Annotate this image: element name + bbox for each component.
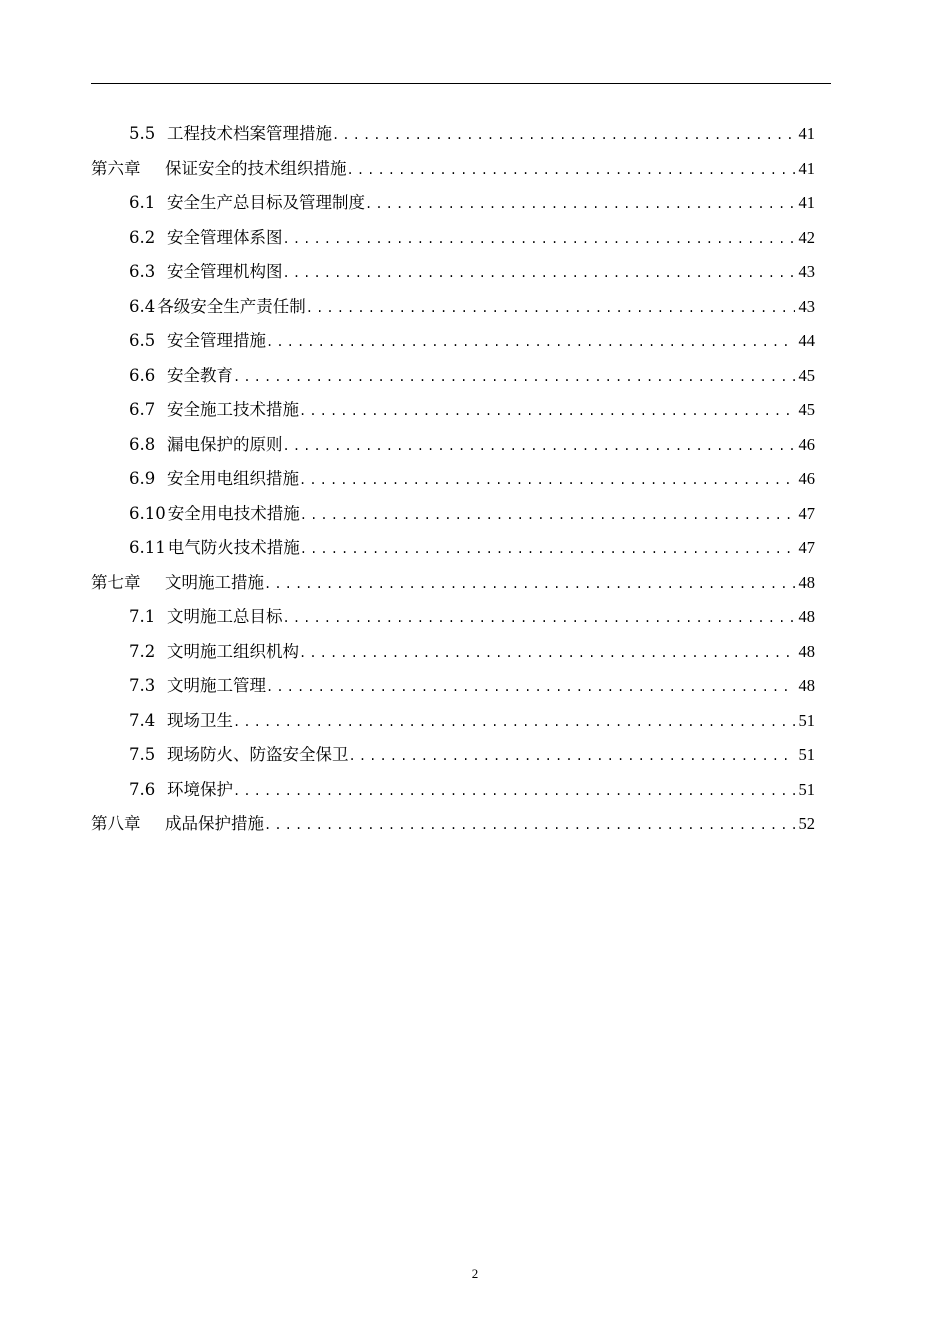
toc-entry[interactable] [91,186,815,221]
toc-entry[interactable] [91,600,815,635]
toc-dot-leader [299,636,795,671]
toc-entry-title: 安全生产总目标及管理制度 [167,193,365,212]
toc-entry[interactable] [91,255,815,290]
toc-entry-number: 6.1 [129,193,156,212]
toc-entry-number: 7.5 [129,745,156,764]
toc-entry-title: 各级安全生产责任制 [157,296,306,316]
toc-entry[interactable] [91,324,815,359]
toc-entry-title: 保证安全的技术组织措施 [165,158,347,178]
toc-entry-page: 44 [798,331,815,350]
toc-entry[interactable] [91,497,815,532]
toc-entry-page: 45 [798,365,815,385]
toc-entry-number: 5.5 [129,124,156,143]
toc-entry-title: 文明施工组织机构 [167,641,299,661]
toc-dot-leader [300,498,795,533]
toc-dot-leader [233,360,795,395]
toc-entry-page: 52 [798,814,815,833]
toc-entry-title: 漏电保护的原则 [167,434,283,454]
toc-entry-page: 46 [798,469,815,488]
toc-entry-page: 51 [798,745,815,764]
toc-entry-number: 7.6 [129,779,156,799]
toc-dot-leader [266,325,795,360]
toc-entry-title: 文明施工措施 [165,572,264,592]
toc-entry-title: 现场防火、防盗安全保卫 [167,745,349,764]
toc-entry-title: 安全教育 [167,365,233,385]
toc-entry-page: 48 [798,607,815,626]
toc-dot-leader [283,222,795,257]
toc-entry-page: 41 [798,124,815,143]
toc-entry-page: 41 [798,158,815,178]
page-number: 2 [471,1266,479,1281]
toc-dot-leader [306,291,795,326]
toc-entry-title: 电气防火技术措施 [167,538,300,557]
toc-entry-page: 47 [798,538,815,557]
toc-entry-title: 安全用电技术措施 [167,503,300,523]
toc-dot-leader [233,774,795,809]
toc-dot-leader [264,567,795,602]
toc-entry-number: 第六章 [91,158,141,178]
toc-entry-number: 第八章 [91,814,141,833]
toc-entry[interactable] [91,738,815,773]
toc-dot-leader [283,601,795,636]
toc-entry-number: 6.4 [129,296,156,316]
toc-entry-number: 7.4 [129,710,156,730]
toc-entry[interactable] [91,290,815,325]
toc-entry[interactable] [91,359,815,394]
toc-entry-title: 安全用电组织措施 [167,469,299,488]
toc-dot-leader [349,739,795,774]
toc-entry-number: 6.9 [129,469,156,488]
toc-entry-number: 7.2 [129,641,156,661]
toc-entry-page: 45 [798,400,815,419]
toc-entry-title: 安全管理措施 [167,331,266,350]
toc-entry-title: 环境保护 [167,779,233,799]
toc-entry-page: 51 [798,710,815,730]
toc-entry-title: 安全管理体系图 [167,227,283,247]
toc-entry-page: 42 [798,227,815,247]
toc-entry-page: 46 [798,434,815,454]
toc-entry[interactable] [91,393,815,428]
toc-entry-page: 41 [798,193,815,212]
toc-entry[interactable] [91,221,815,256]
toc-entry[interactable] [91,152,815,187]
toc-entry-title: 成品保护措施 [165,814,264,833]
toc-entry[interactable] [91,773,815,808]
toc-entry-page: 43 [798,296,815,316]
toc-entry[interactable] [91,669,815,704]
toc-entry-title: 安全施工技术措施 [167,400,299,419]
toc-entry-number: 6.8 [129,434,156,454]
toc-entry-number: 6.6 [129,365,156,385]
toc-dot-leader [332,118,795,153]
toc-entry-page: 48 [798,641,815,661]
toc-entry-page: 48 [798,572,815,592]
toc-entry-title: 工程技术档案管理措施 [167,124,332,143]
toc-entry[interactable] [91,566,815,601]
toc-entry[interactable] [91,807,815,842]
toc-dot-leader [299,394,795,429]
toc-entry-page: 43 [798,262,815,281]
toc-entry-number: 6.10 [129,503,166,523]
toc-dot-leader [233,705,795,740]
toc-entry-number: 6.7 [129,400,156,419]
toc-dot-leader [264,808,795,843]
toc-dot-leader [299,463,795,498]
toc-entry-number: 第七章 [91,572,141,592]
toc-entry-number: 6.11 [129,538,166,557]
toc-entry[interactable] [91,462,815,497]
toc-dot-leader [365,187,795,222]
toc-entry-number: 6.5 [129,331,156,350]
toc-dot-leader [283,429,795,464]
toc-entry-number: 7.3 [129,676,156,695]
toc-entry[interactable] [91,117,815,152]
toc-dot-leader [266,670,795,705]
toc-dot-leader [347,153,795,188]
toc-entry-page: 48 [798,676,815,695]
toc-entry-title: 文明施工管理 [167,676,266,695]
toc-entry-title: 现场卫生 [167,710,233,730]
toc-entry-number: 7.1 [129,607,156,626]
toc-entry-title: 文明施工总目标 [167,607,283,626]
toc-dot-leader [283,256,795,291]
toc-entry-title: 安全管理机构图 [167,262,283,281]
toc-entry[interactable] [91,704,815,739]
toc-entry[interactable] [91,531,815,566]
header-rule [91,83,831,84]
table-of-contents [91,117,815,842]
toc-entry-number: 6.2 [129,227,156,247]
toc-entry-page: 51 [798,779,815,799]
toc-entry[interactable] [91,428,815,463]
toc-dot-leader [300,532,795,567]
toc-entry[interactable] [91,635,815,670]
toc-entry-number: 6.3 [129,262,156,281]
toc-entry-page: 47 [798,503,815,523]
